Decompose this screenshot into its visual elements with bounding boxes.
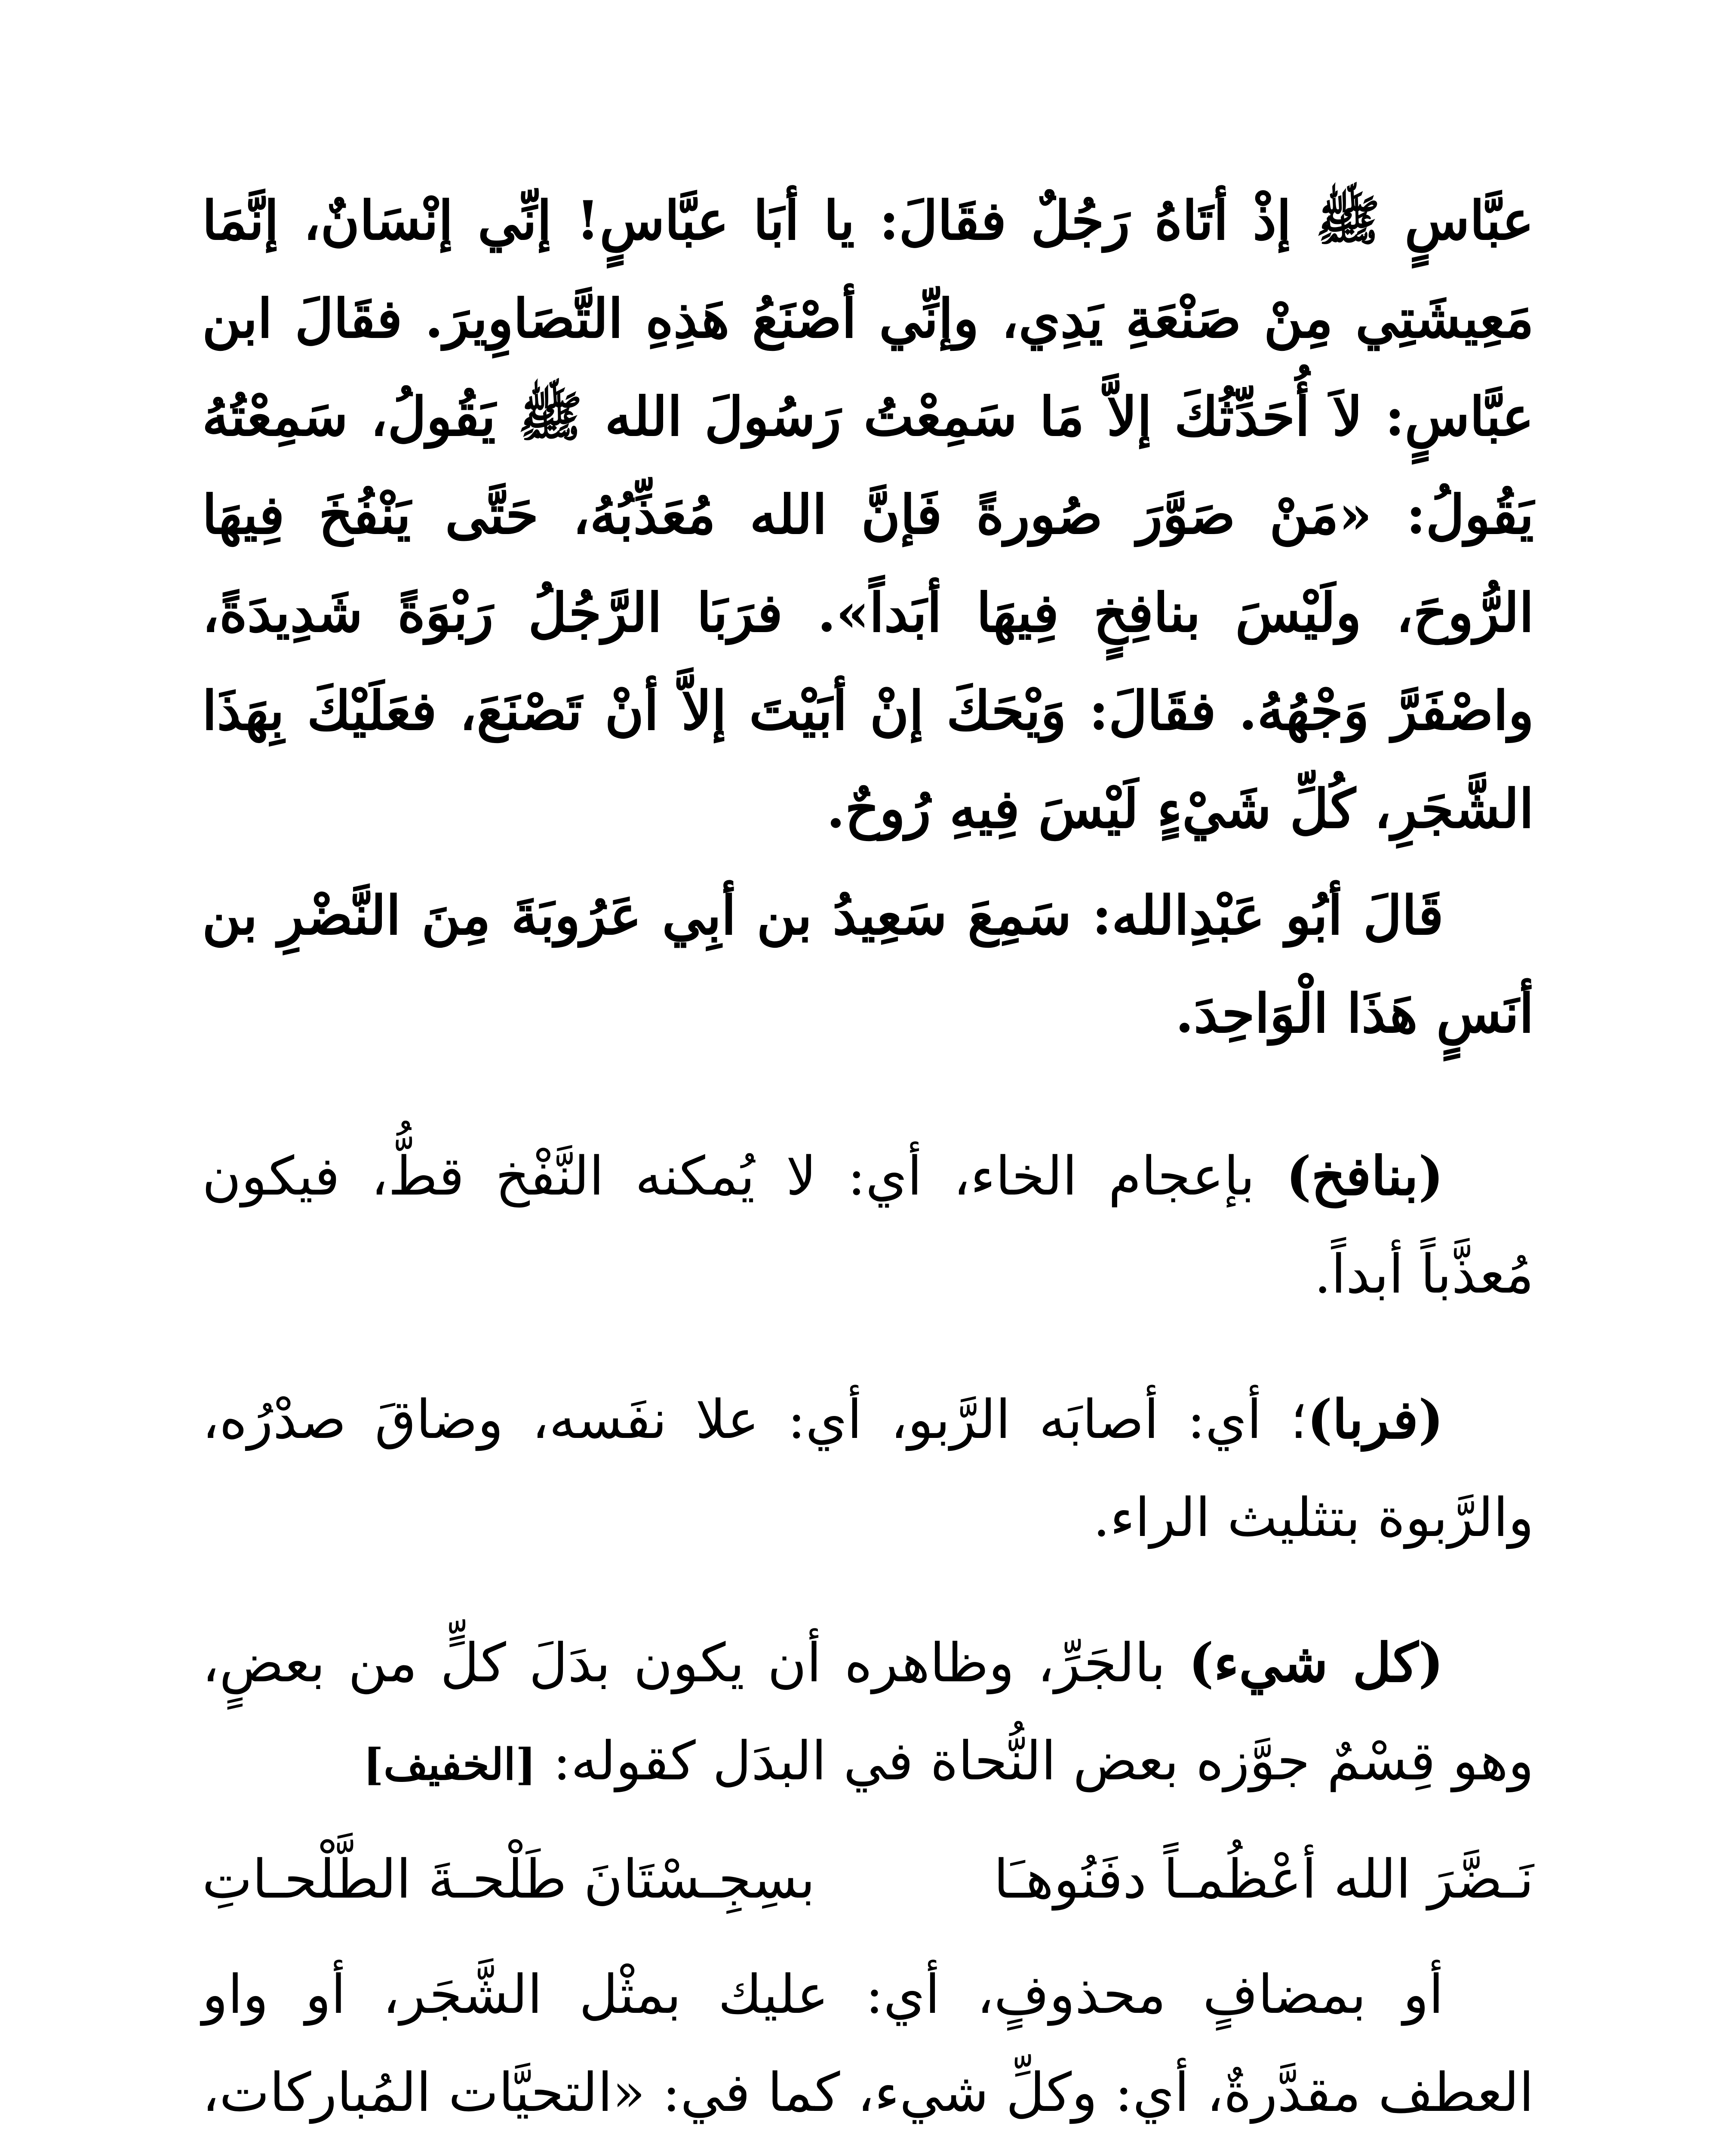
poetry-verse [202, 1831, 1534, 1929]
note-term: (كل شيء) [1189, 1632, 1444, 1694]
note-text: بإعجام الخاء، أي: لا يُمكنه النَّفْخ قطُّ، فيكون مُعذَّباً أبداً. [202, 1146, 1534, 1305]
commentary-note [202, 1614, 1534, 1813]
note-term: (بنافخ) [1286, 1145, 1444, 1207]
abu-abdillah-paragraph: قَالَ أبُو عَبْدِالله: سَمِعَ سَعِيدُ بن أبِي عَرُوبَةَ مِنَ النَّضْرِ بن أنَسٍ هَذَا الْوَاحِدَ. [202, 885, 1534, 1045]
hadith-paragraph: عبَّاسٍ ﷺ إذْ أتَاهُ رَجُلٌ فقَالَ: يا أبَا عبَّاسٍ! إنِّي إنْسَانٌ، إنَّمَا مَعِيشَتِي مِنْ صَنْعَةِ يَدِي، وإنِّي أصْنَعُ هَذِهِ التَّصَاوِيرَ. فقَالَ ابن عبَّاسٍ: لاَ أُحَدِّثُكَ إلاَّ مَا سَمِعْتُ رَسُولَ الله ﷺ يَقُولُ، سَمِعْتُهُ يَقُولُ: «مَنْ صَوَّرَ صُورةً فَإنَّ الله مُعَذِّبُهُ، حَتَّى يَنْفُخَ فِيهَا الرُّوحَ، ولَيْسَ بنافِخٍ فِيهَا أبَداً». فرَبَا الرَّجُلُ رَبْوَةً شَدِيدَةً، واصْفَرَّ وَجْهُهُ. فقَالَ: وَيْحَكَ إنْ أبَيْتَ إلاَّ أنْ تَصْنَعَ، فعَلَيْكَ بِهَذَا الشَّجَرِ، كُلِّ شَيْءٍ لَيْسَ فِيهِ رُوحٌ. [202, 190, 1534, 840]
commentary-note: أو بمضافٍ محذوفٍ، أي: عليك بمثْل الشَّجَر، أو واو العطف مقدَّرةٌ، أي: وكلِّ شيء، كما في: «التحيَّات المُباركات، [202, 1964, 1534, 2124]
note-text: ؛ أي: أصابَه الرَّبو، أي: علا نفَسه، وضاقَ صدْرُه، والرَّبوة بتثليث الراء. [202, 1389, 1534, 1549]
commentary-note [202, 1371, 1534, 1567]
note-term: (فربا) [1307, 1388, 1444, 1451]
note-text: بالجَرِّ، وظاهره أن يكون بدَلَ كلٍّ من بعضٍ، وهو قِسْمٌ جوَّزه بعض النُّحاة في البدَل كقوله: [202, 1632, 1534, 1792]
verse-second-hemistich: بسِجِـسْتَانَ طَلْحـةَ الطَّلْحـاتِ [202, 1849, 815, 1910]
commentary-note [202, 1127, 1534, 1324]
page-content [202, 172, 1534, 2150]
poetic-meter-label: [الخفيف] [363, 1739, 536, 1790]
verse-first-hemistich: نَـضَّرَ الله أعْظُمـاً دفَنُوهـَا [993, 1849, 1534, 1910]
